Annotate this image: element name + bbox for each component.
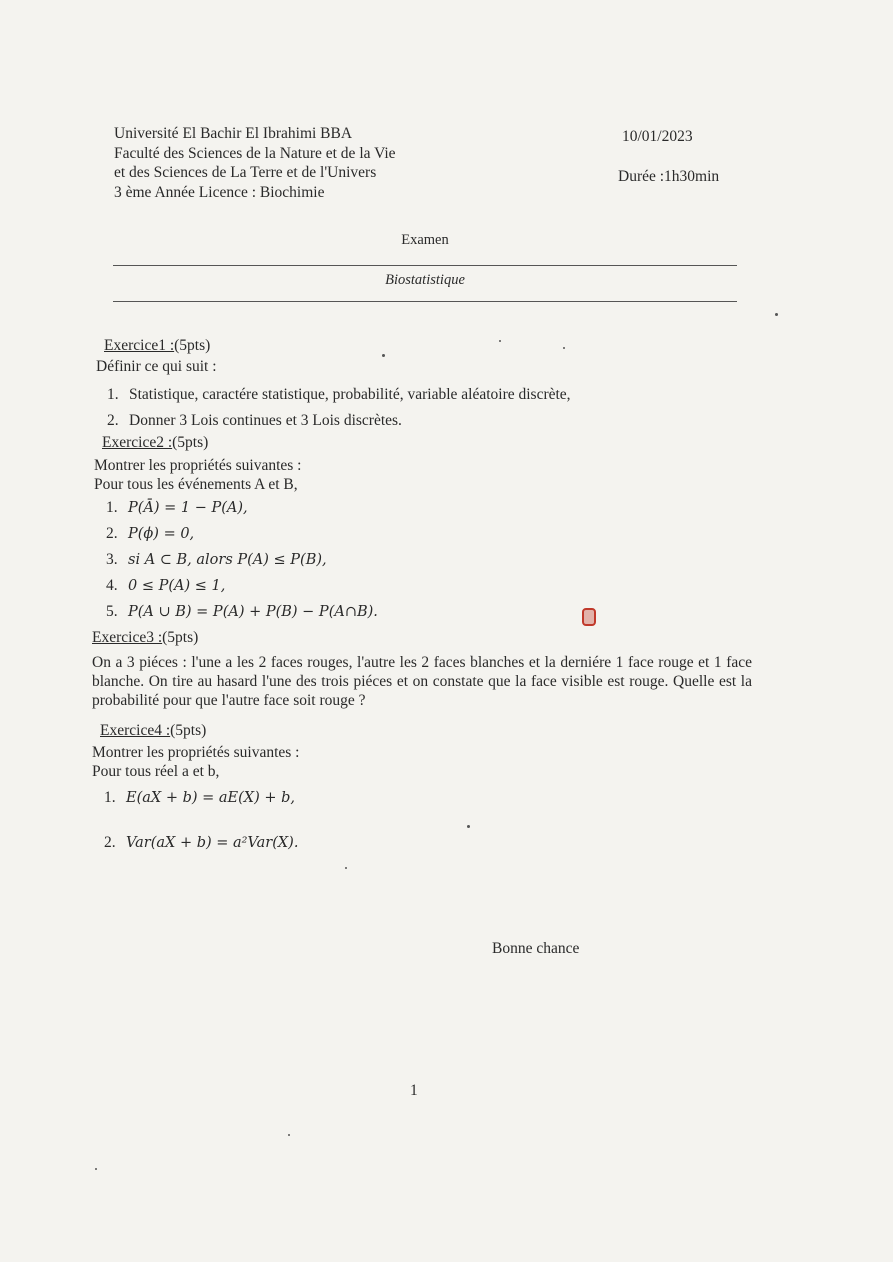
scan-speck — [499, 340, 501, 342]
item-number: 4. — [106, 577, 118, 594]
closing-note: Bonne chance — [492, 940, 580, 957]
scan-speck — [563, 347, 565, 349]
exam-duration: Durée :1h30min — [618, 168, 720, 185]
divider-bottom — [113, 301, 737, 302]
faculty-name: Faculté des Sciences de la Nature et de la Vie — [114, 144, 396, 162]
faculty-name-cont: et des Sciences de La Terre et de l'Univers — [114, 164, 377, 181]
formula: E(aX + b) = aE(X) + b, — [126, 790, 296, 806]
list-item — [106, 547, 378, 573]
list-item — [104, 830, 298, 856]
item-number: 3. — [106, 551, 118, 568]
exercise-1-intro: Définir ce qui suit : — [96, 358, 217, 375]
list-item — [107, 408, 571, 434]
university-name: Université El Bachir El Ibrahimi BBA — [114, 125, 353, 142]
list-item — [106, 521, 378, 547]
exercise-2-intro-line1: Montrer les propriétés suivantes : — [94, 457, 302, 474]
divider-top — [113, 265, 737, 266]
formula: 0 ≤ P(A) ≤ 1, — [128, 578, 226, 594]
list-item — [104, 785, 298, 811]
scan-speck — [775, 313, 778, 316]
scan-speck — [467, 825, 470, 828]
exercise-4-intro-line1: Montrer les propriétés suivantes : — [92, 744, 300, 761]
exercise-1-title: Exercice1 : — [104, 337, 175, 354]
item-number: 1. — [107, 386, 119, 403]
exercise-2-title: Exercice2 : — [102, 434, 173, 451]
exercise-4-points: (5pts) — [170, 722, 207, 739]
exam-meta — [618, 128, 719, 186]
exam-title: Examen — [401, 232, 449, 248]
list-item — [106, 599, 378, 625]
scan-speck — [345, 867, 347, 869]
exercise-1-heading — [104, 337, 210, 355]
item-number: 5. — [106, 603, 118, 620]
formula: P(ϕ) = 0, — [128, 526, 195, 542]
exercise-1-points: (5pts) — [174, 337, 211, 354]
list-item — [106, 495, 378, 521]
item-text: Donner 3 Lois continues et 3 Lois discrètes. — [129, 412, 402, 429]
scan-speck — [95, 1168, 97, 1170]
exercise-3-heading — [92, 629, 198, 647]
exercise-4-heading — [100, 722, 206, 740]
exercise-3-points: (5pts) — [162, 629, 199, 646]
list-item — [106, 573, 378, 599]
exercise-4-list — [104, 785, 298, 856]
item-number: 2. — [107, 412, 119, 429]
list-item — [107, 382, 571, 408]
exercise-4-intro-line2: Pour tous réel a et b, — [92, 763, 220, 780]
exercise-2-intro — [94, 456, 301, 494]
scan-speck — [382, 354, 385, 357]
exercise-2-intro-line2: Pour tous les événements A et B, — [94, 476, 298, 493]
exercise-2-points: (5pts) — [172, 434, 209, 451]
item-number: 2. — [104, 834, 116, 851]
item-text: Statistique, caractére statistique, probabilité, variable aléatoire discrète, — [129, 386, 571, 403]
item-number: 1. — [106, 499, 118, 516]
exercise-1-list — [107, 382, 571, 434]
formula: P(A ∪ B) = P(A) + P(B) − P(A∩B). — [128, 604, 378, 620]
exercise-3-title: Exercice3 : — [92, 629, 163, 646]
institution-header — [114, 124, 396, 202]
exercise-2-heading — [102, 434, 208, 452]
formula: si A ⊂ B, alors P(A) ≤ P(B), — [128, 552, 327, 568]
item-number: 2. — [106, 525, 118, 542]
formula: P(Ā) = 1 − P(A), — [128, 500, 248, 516]
exercise-4-intro — [92, 743, 299, 781]
exercise-2-list — [106, 495, 378, 625]
exercise-3-text: On a 3 piéces : l'une a les 2 faces rouges, l'autre les 2 faces blanches et la derniére 1 face rouge et 1 face blanche. On tire au hasard l'une des trois piéces et on constate que la face visible est rouge. Quelle est la probabilité pour que l'autre face soit rouge ? — [92, 654, 752, 709]
exam-date: 10/01/2023 — [622, 128, 693, 145]
item-number: 1. — [104, 789, 116, 806]
subject-title: Biostatistique — [385, 272, 465, 288]
scan-speck — [288, 1134, 290, 1136]
red-ink-mark — [582, 608, 596, 626]
study-level: 3 ème Année Licence : Biochimie — [114, 183, 325, 201]
page-number: 1 — [410, 1082, 418, 1099]
formula: Var(aX + b) = a²Var(X). — [126, 835, 299, 851]
exercise-4-title: Exercice4 : — [100, 722, 171, 739]
